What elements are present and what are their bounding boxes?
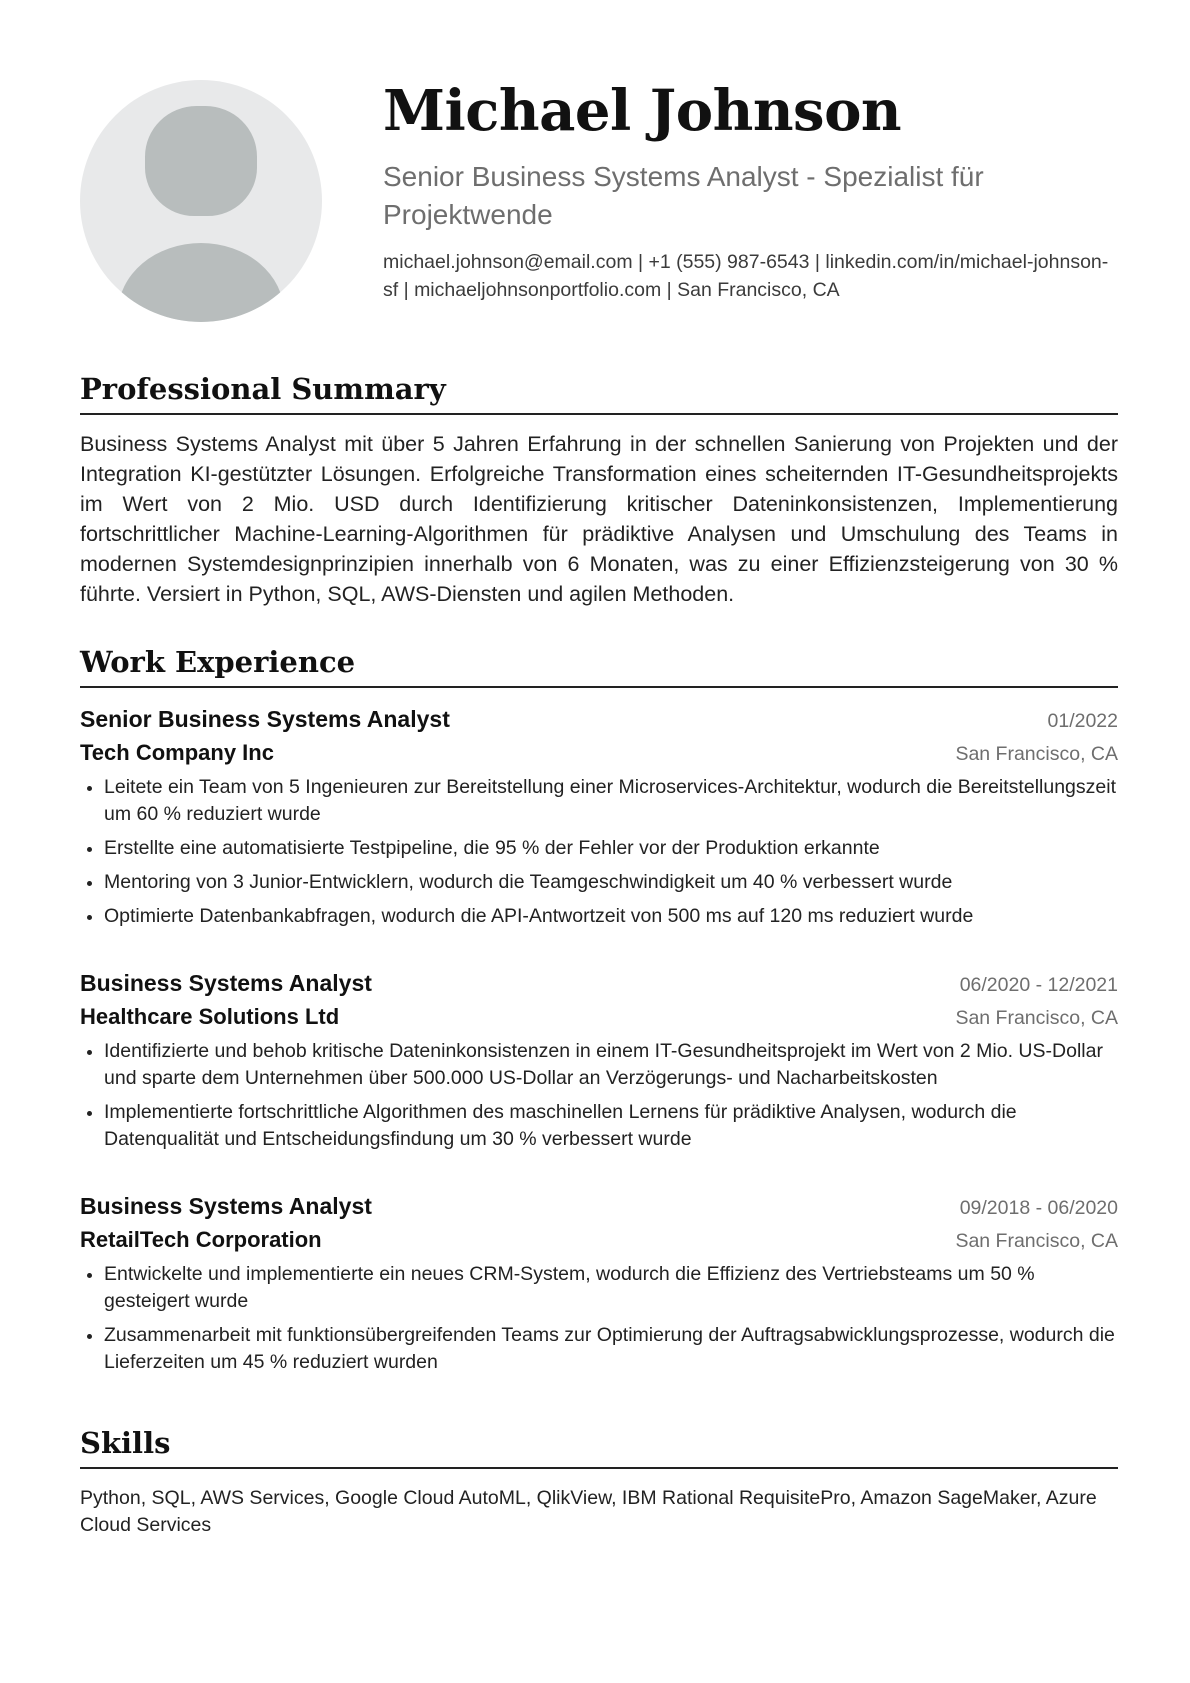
skills-section <box>80 1424 1118 1539</box>
job-date: 09/2018 - 06/2020 <box>959 1197 1118 1219</box>
job-location: San Francisco, CA <box>955 743 1118 765</box>
skills-heading: Skills <box>80 1424 1118 1469</box>
candidate-name: Michael Johnson <box>383 78 902 144</box>
job-bullet: Zusammenarbeit mit funktionsübergreifenden Teams zur Optimierung der Auftragsabwicklungsprozesse, wodurch die Lieferzeiten um 45 % reduziert wurden <box>104 1322 1118 1376</box>
contact-line: michael.johnson@email.com | +1 (555) 987-6543 | linkedin.com/in/michael-johnson-sf | michaeljohnsonportfolio.com | San Francisco, CA <box>383 251 1109 301</box>
job-title: Business Systems Analyst <box>80 1193 372 1219</box>
summary-text: Business Systems Analyst mit über 5 Jahren Erfahrung in der schnellen Sanierung von Projekten und der Integration KI-gestützter Lösungen. Erfolgreiche Transformation eines scheiternden IT-Gesundheitsprojekts im Wert von 2 Mio. USD durch Identifizierung kritischer Dateninkonsistenzen, Implementierung fortschrittlicher Machine-Learning-Algorithmen für prädiktive Analysen und Umschulung des Teams in modernen Systemdesignprinzipien innerhalb von 6 Monaten, was zu einer Effizienzsteigerung von 30 % führte. Versiert in Python, SQL, AWS-Diensten und agilen Methoden. <box>80 432 1118 606</box>
job-bullet: Implementierte fortschrittliche Algorithmen des maschinellen Lernens für prädiktive Analysen, wodurch die Datenqualität und Entscheidungsfindung um 30 % verbessert wurde <box>104 1099 1118 1153</box>
experience-heading: Work Experience <box>80 643 1118 688</box>
job-bullets <box>80 1038 1118 1153</box>
header-text <box>383 76 1118 304</box>
job-entry <box>80 966 1118 1153</box>
job-entry <box>80 702 1118 930</box>
job-location: San Francisco, CA <box>955 1230 1118 1252</box>
job-title: Senior Business Systems Analyst <box>80 706 450 732</box>
avatar-body-shape <box>118 243 284 322</box>
job-entry <box>80 1189 1118 1376</box>
summary-section <box>80 370 1118 609</box>
summary-heading: Professional Summary <box>80 370 1118 415</box>
company-name: RetailTech Corporation <box>80 1227 322 1252</box>
job-bullet: Entwickelte und implementierte ein neues CRM-System, wodurch die Effizienz des Vertriebsteams um 50 % gesteigert wurde <box>104 1261 1118 1315</box>
candidate-subtitle: Senior Business Systems Analyst - Spezialist für Projektwende <box>383 161 984 230</box>
job-date: 01/2022 <box>1047 710 1118 732</box>
job-bullet: Identifizierte und behob kritische Dateninkonsistenzen in einem IT-Gesundheitsprojekt im Wert von 2 Mio. US-Dollar und sparte dem Unternehmen über 500.000 US-Dollar an Verzögerungs- und Nacharbeitskosten <box>104 1038 1118 1092</box>
avatar-head-shape <box>145 106 257 216</box>
skills-text: Python, SQL, AWS Services, Google Cloud AutoML, QlikView, IBM Rational RequisitePro, Amazon SageMaker, Azure Cloud Services <box>80 1487 1097 1536</box>
job-bullets <box>80 1261 1118 1376</box>
experience-section <box>80 643 1118 1376</box>
job-bullet: Optimierte Datenbankabfragen, wodurch die API-Antwortzeit von 500 ms auf 120 ms reduziert wurde <box>104 903 1118 930</box>
job-bullet: Erstellte eine automatisierte Testpipeline, die 95 % der Fehler vor der Produktion erkannte <box>104 835 1118 862</box>
job-title: Business Systems Analyst <box>80 970 372 996</box>
job-bullet: Leitete ein Team von 5 Ingenieuren zur Bereitstellung einer Microservices-Architektur, wodurch die Bereitstellungszeit um 60 % reduziert wurde <box>104 774 1118 828</box>
resume-page <box>80 0 1118 1539</box>
job-date: 06/2020 - 12/2021 <box>959 974 1118 996</box>
company-name: Tech Company Inc <box>80 740 274 765</box>
job-location: San Francisco, CA <box>955 1007 1118 1029</box>
job-bullet: Mentoring von 3 Junior-Entwicklern, wodurch die Teamgeschwindigkeit um 40 % verbessert wurde <box>104 869 1118 896</box>
company-name: Healthcare Solutions Ltd <box>80 1004 340 1029</box>
avatar-placeholder <box>80 80 322 322</box>
job-bullets <box>80 774 1118 930</box>
resume-header <box>80 0 1118 360</box>
